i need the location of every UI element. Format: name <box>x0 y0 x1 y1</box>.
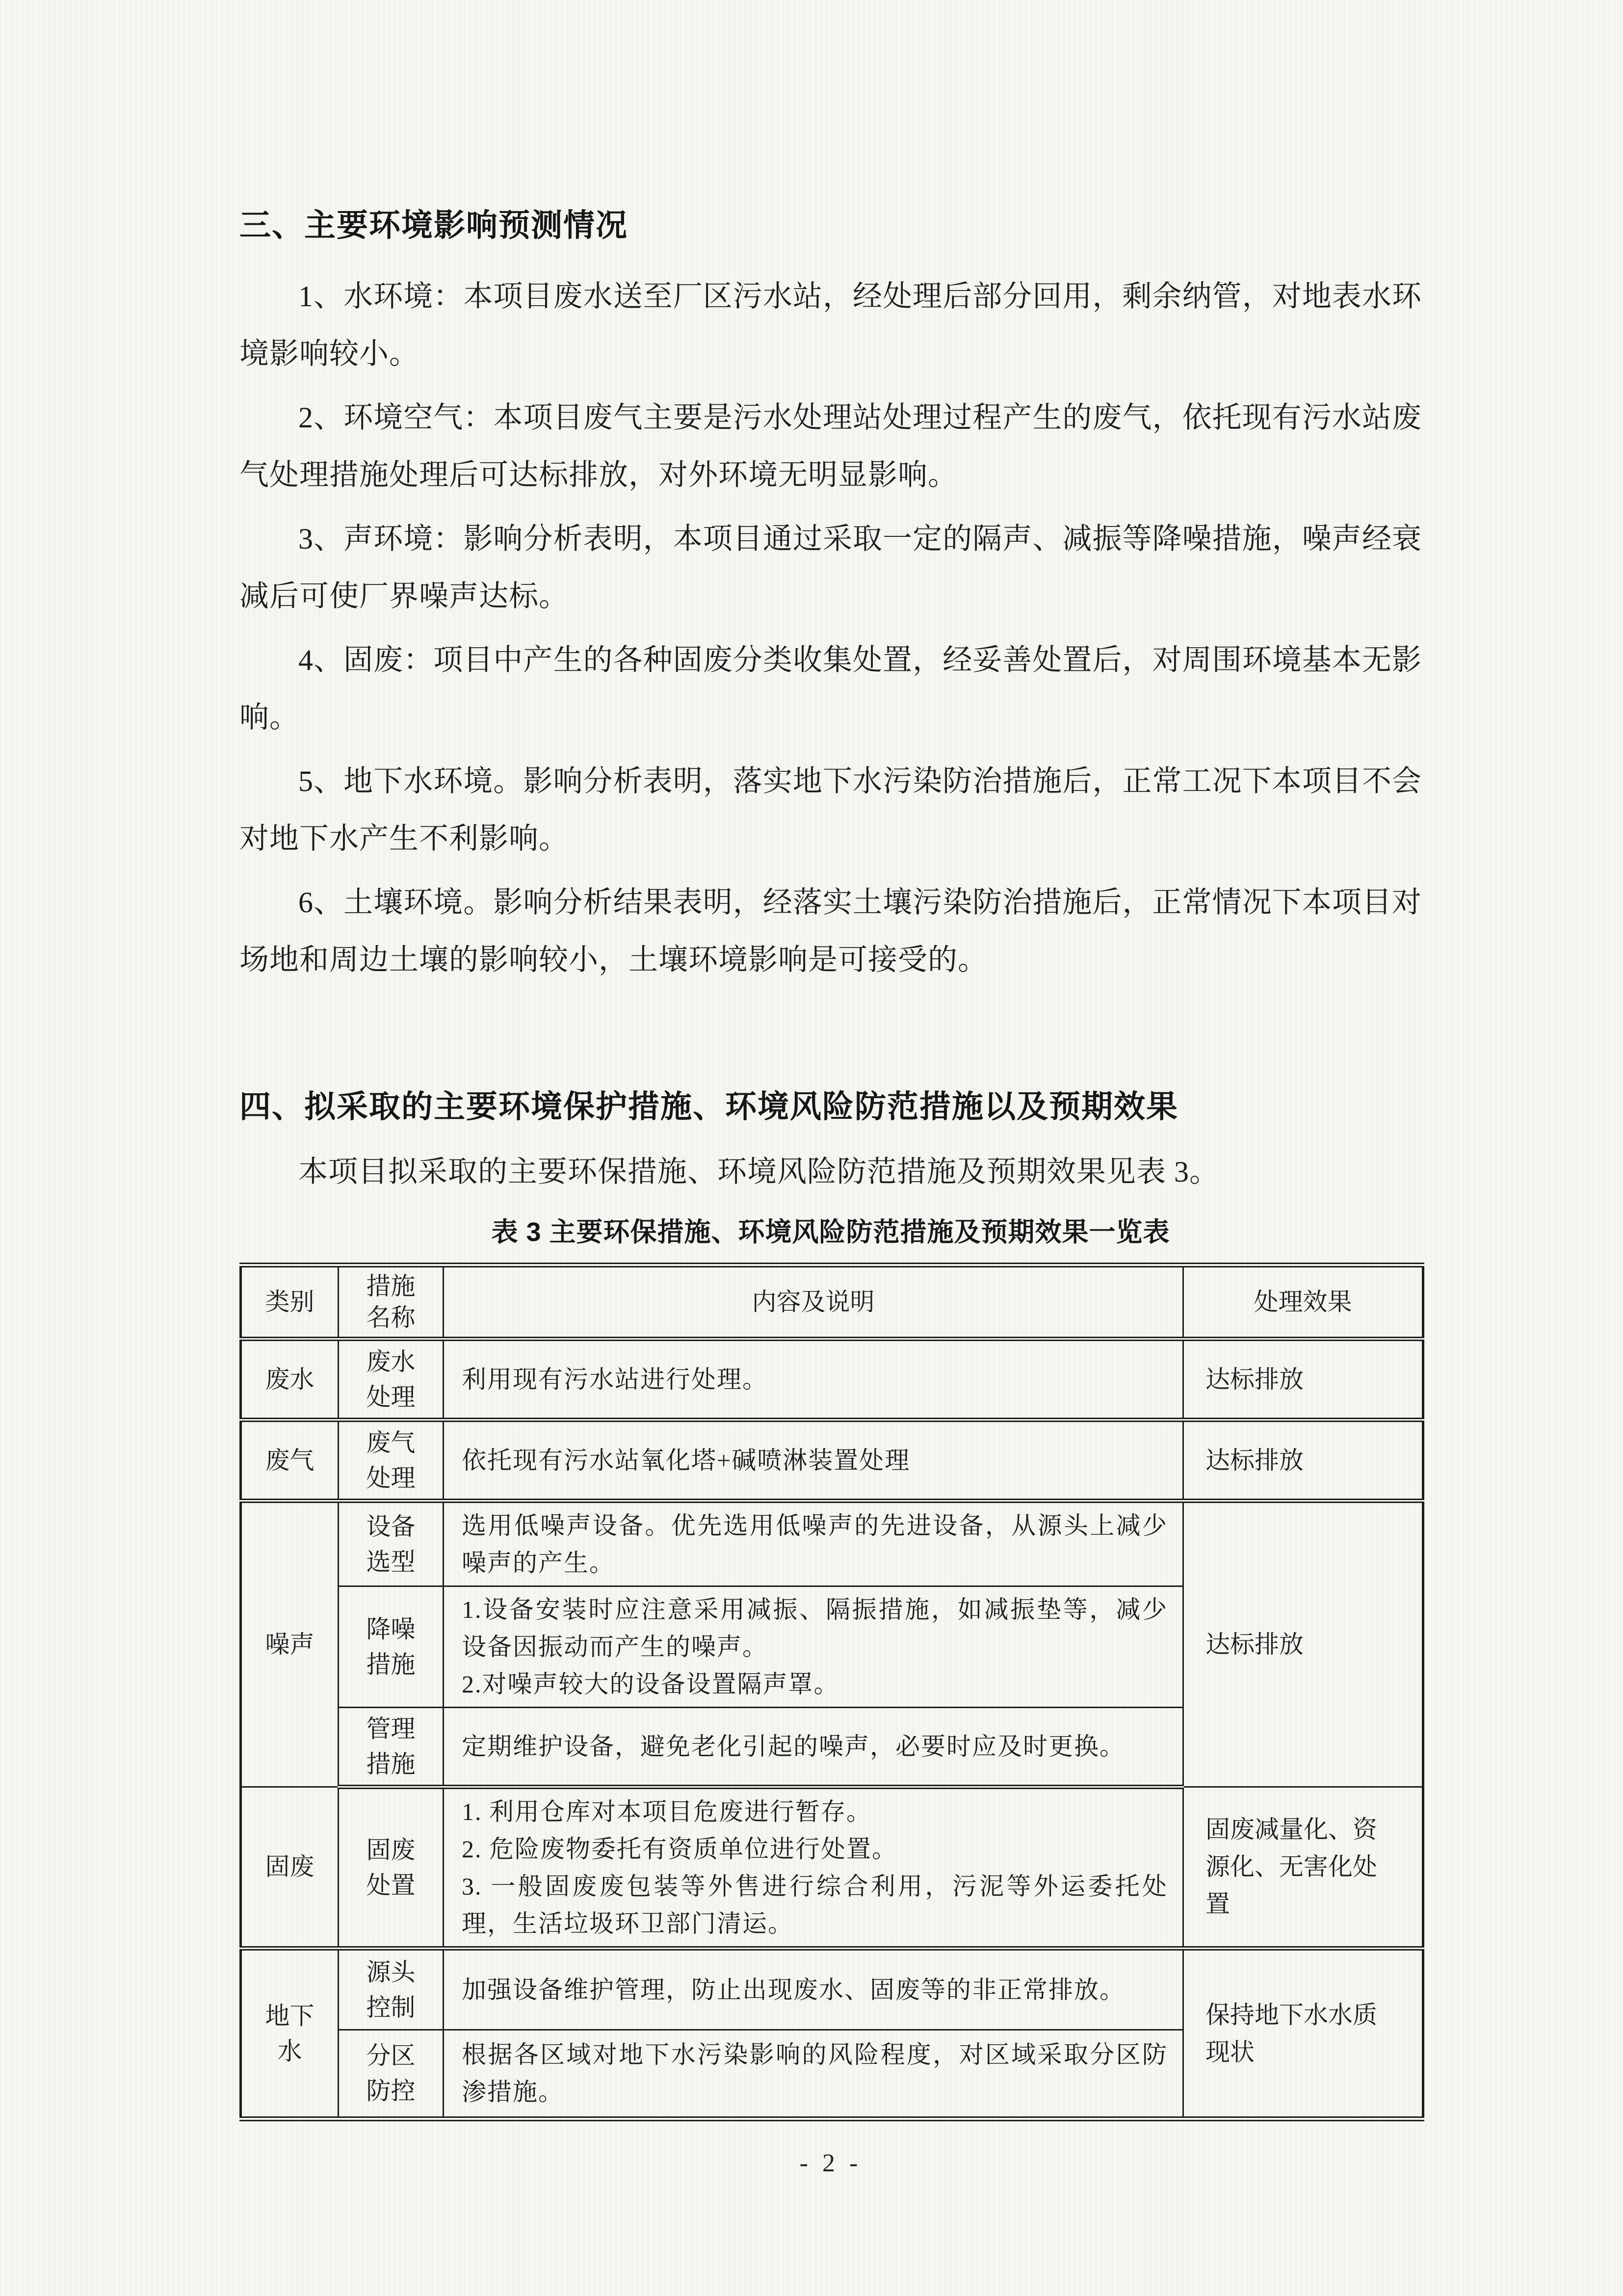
measures-table <box>239 1263 1424 2121</box>
cell-noise-effect: 达标排放 <box>1183 1501 1423 1787</box>
document-content <box>239 0 1422 2178</box>
solid-waste-item-3: 3. 一般固废废包装等外售进行综合利用，污泥等外运委托处理，生活垃圾环卫部门清运。 <box>462 1872 1168 1937</box>
cell-solid-waste-effect: 固废减量化、资源化、无害化处置 <box>1183 1787 1423 1948</box>
paragraph-water-environment: 1、水环境：本项目废水送至厂区污水站，经处理后部分回用，剩余纳管，对地表水环境影响较小。 <box>239 280 1422 370</box>
paragraph-ambient-air: 2、环境空气：本项目废气主要是污水处理站处理过程产生的废气，依托现有污水站废气处理措施处理后可达标排放，对外环境无明显影响。 <box>239 401 1422 491</box>
cell-noise-category: 噪声 <box>241 1501 339 1787</box>
cell-groundwater-effect: 保持地下水水质现状 <box>1183 1948 1423 2119</box>
paragraph-solid-waste: 4、固废：项目中产生的各种固废分类收集处置，经妥善处置后，对周围环境基本无影响。 <box>239 644 1422 734</box>
cell-waste-gas-category: 废气 <box>241 1420 339 1501</box>
table-row-wastewater <box>241 1339 1423 1420</box>
cell-wastewater-category: 废水 <box>241 1339 339 1420</box>
cell-wastewater-effect: 达标排放 <box>1183 1339 1423 1420</box>
cell-solid-waste-category: 固废 <box>241 1787 339 1948</box>
solid-waste-item-1: 1. 利用仓库对本项目危废进行暂存。 <box>462 1797 872 1825</box>
cell-wastewater-measure: 废水处理 <box>339 1339 444 1420</box>
header-cell-effect: 处理效果 <box>1183 1265 1423 1339</box>
cell-solid-waste-measure: 固废处置 <box>339 1787 444 1948</box>
header-cell-content: 内容及说明 <box>444 1265 1183 1339</box>
cell-waste-gas-effect: 达标排放 <box>1183 1420 1423 1501</box>
page-number: - 2 - <box>799 2149 862 2177</box>
cell-noise-reduction-content <box>444 1586 1183 1707</box>
cell-solid-waste-content <box>444 1787 1183 1948</box>
cell-waste-gas-content: 依托现有污水站氧化塔+碱喷淋装置处理 <box>444 1420 1183 1501</box>
section-4-intro-paragraph: 本项目拟采取的主要环保措施、环境风险防范措施及预期效果见表 3。 <box>298 1156 1219 1188</box>
header-cell-category: 类别 <box>241 1265 339 1339</box>
section-3-body <box>239 268 1422 989</box>
noise-reduction-line-1: 1.设备安装时应注意采用减振、隔振措施，如减振垫等，减少设备因振动而产生的噪声。 <box>462 1595 1168 1661</box>
cell-wastewater-content: 利用现有污水站进行处理。 <box>444 1339 1183 1420</box>
cell-noise-equipment-selection-content: 选用低噪声设备。优先选用低噪声的先进设备，从源头上减少噪声的产生。 <box>444 1501 1183 1586</box>
noise-reduction-line-2: 2.对噪声较大的设备设置隔声罩。 <box>462 1670 839 1698</box>
cell-groundwater-source-control-content: 加强设备维护管理，防止出现废水、固废等的非正常排放。 <box>444 1948 1183 2030</box>
cell-waste-gas-measure: 废气处理 <box>339 1420 444 1501</box>
cell-noise-management-content: 定期维护设备，避免老化引起的噪声，必要时应及时更换。 <box>444 1707 1183 1787</box>
cell-noise-management-measure: 管理措施 <box>339 1707 444 1787</box>
cell-noise-reduction-measure: 降噪措施 <box>339 1586 444 1707</box>
cell-groundwater-zoned-control-content: 根据各区域对地下水污染影响的风险程度，对区域采取分区防渗措施。 <box>444 2030 1183 2119</box>
paragraph-groundwater: 5、地下水环境。影响分析表明，落实地下水污染防治措施后，正常工况下本项目不会对地下水产生不利影响。 <box>239 765 1422 855</box>
section-3-heading: 三、主要环境影响预测情况 <box>239 208 628 243</box>
cell-noise-equipment-selection-measure: 设备选型 <box>339 1501 444 1586</box>
cell-groundwater-zoned-control-measure: 分区防控 <box>339 2030 444 2119</box>
table-row-solid-waste <box>241 1787 1423 1948</box>
table-caption: 表 3 主要环保措施、环境风险防范措施及预期效果一览表 <box>491 1217 1170 1247</box>
header-cell-measure-name: 措施名称 <box>339 1265 444 1339</box>
table-row-noise-equipment-selection <box>241 1501 1423 1586</box>
solid-waste-item-2: 2. 危险废物委托有资质单位进行处置。 <box>462 1835 897 1863</box>
table-row-groundwater-source-control <box>241 1948 1423 2030</box>
table-header-row <box>241 1265 1423 1339</box>
section-4-heading: 四、拟采取的主要环境保护措施、环境风险防范措施以及预期效果 <box>239 1089 1178 1124</box>
table-row-waste-gas <box>241 1420 1423 1501</box>
cell-groundwater-source-control-measure: 源头控制 <box>339 1948 444 2030</box>
paragraph-soil-environment: 6、土壤环境。影响分析结果表明，经落实土壤污染防治措施后，正常情况下本项目对场地和周边土壤的影响较小，土壤环境影响是可接受的。 <box>239 886 1422 976</box>
cell-groundwater-category: 地下水 <box>241 1948 339 2119</box>
paragraph-acoustic-environment: 3、声环境：影响分析表明，本项目通过采取一定的隔声、减振等降噪措施，噪声经衰减后可使厂界噪声达标。 <box>239 523 1422 612</box>
